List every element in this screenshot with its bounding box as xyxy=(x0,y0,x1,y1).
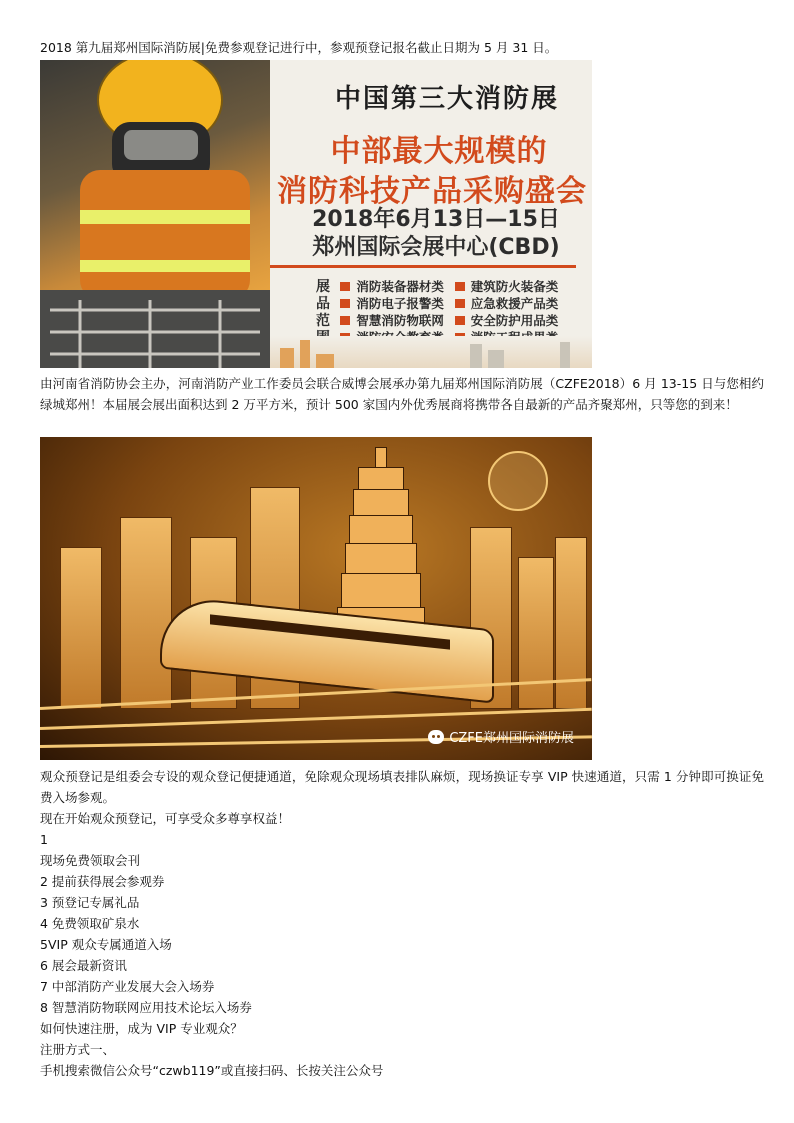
bullet-icon xyxy=(340,282,350,291)
body-paragraph: 观众预登记是组委会专设的观众登记便捷通道，免除观众现场填表排队麻烦，现场换证专享 VIP 快速通道，只需 1 分钟即可换证免费入场参观。 xyxy=(40,769,764,805)
header-line: 2018 第九届郑州国际消防展|免费参观登记进行中，参观预登记报名截止日期为 5 月 31 日。 xyxy=(40,40,558,55)
text-line: 手机搜索微信公众号“czwb119”或直接扫码、长按关注公众号 xyxy=(40,1063,384,1078)
text-line: 注册方式一、 xyxy=(40,1042,116,1057)
wechat-icon xyxy=(428,730,444,744)
bullet-icon xyxy=(455,282,465,291)
list-item: 现场免费领取会刊 xyxy=(40,853,141,868)
category-key: 展 xyxy=(316,279,330,295)
bullet-icon xyxy=(455,299,465,308)
bullet-icon xyxy=(340,316,350,325)
bullet-icon xyxy=(455,316,465,325)
text-line: 现在开始观众预登记，可享受众多尊享权益！ xyxy=(40,811,291,826)
category-key: 品 xyxy=(316,296,330,312)
banner-divider xyxy=(270,265,576,268)
category-row xyxy=(316,276,575,294)
list-item: 5VIP 观众专属通道入场 xyxy=(40,937,172,952)
category-row xyxy=(316,310,575,328)
watermark xyxy=(428,727,574,746)
expo-banner xyxy=(40,60,592,368)
intro-paragraph: 由河南省消防协会主办，河南消防产业工作委员会联合威博会展承办第九届郑州国际消防展（CZFE2018）6 月 13-15 日与您相约绿城郑州！本届展会展出面积达到 2 万平方米，预计 500 家国内外优秀展商将携带各自最新的产品齐聚郑州，只等您的到来！ xyxy=(40,376,764,412)
banner-title-3: 消防科技产品采购盛会 xyxy=(277,174,587,209)
category-row xyxy=(316,293,575,311)
sand-art-image xyxy=(40,437,592,760)
list-item: 1 xyxy=(40,832,48,847)
list-item: 3 预登记专属礼品 xyxy=(40,895,140,910)
category-item: 智慧消防物联网 xyxy=(356,313,444,328)
list-item: 2 提前获得展会参观券 xyxy=(40,874,165,889)
category-item: 消防装备器材类 xyxy=(356,279,444,294)
bullet-icon xyxy=(340,299,350,308)
firefighter-illustration xyxy=(40,60,270,368)
watermark-text: CZFE郑州国际消防展 xyxy=(449,731,574,746)
list-item: 6 展会最新资讯 xyxy=(40,958,127,973)
list-item: 4 免费领取矿泉水 xyxy=(40,916,140,931)
category-item: 应急救援产品类 xyxy=(470,296,559,311)
banner-date: 2018年6月13日—15日 xyxy=(312,207,560,232)
category-item: 建筑防火装备类 xyxy=(470,279,559,294)
text-line: 如何快速注册，成为 VIP 专业观众？ xyxy=(40,1021,243,1036)
banner-venue: 郑州国际会展中心(CBD) xyxy=(312,235,560,260)
banner-title-2: 中部最大规模的 xyxy=(330,134,548,169)
list-item: 7 中部消防产业发展大会入场券 xyxy=(40,979,215,994)
list-item: 8 智慧消防物联网应用技术论坛入场券 xyxy=(40,1000,252,1015)
banner-title-1: 中国第三大消防展 xyxy=(334,84,559,114)
category-item: 消防电子报警类 xyxy=(356,296,444,311)
category-item: 安全防护用品类 xyxy=(470,313,559,328)
firefighter-image xyxy=(40,60,270,368)
category-key: 范 xyxy=(316,313,330,329)
sun-icon xyxy=(488,451,548,511)
skyline-decoration xyxy=(270,336,592,368)
